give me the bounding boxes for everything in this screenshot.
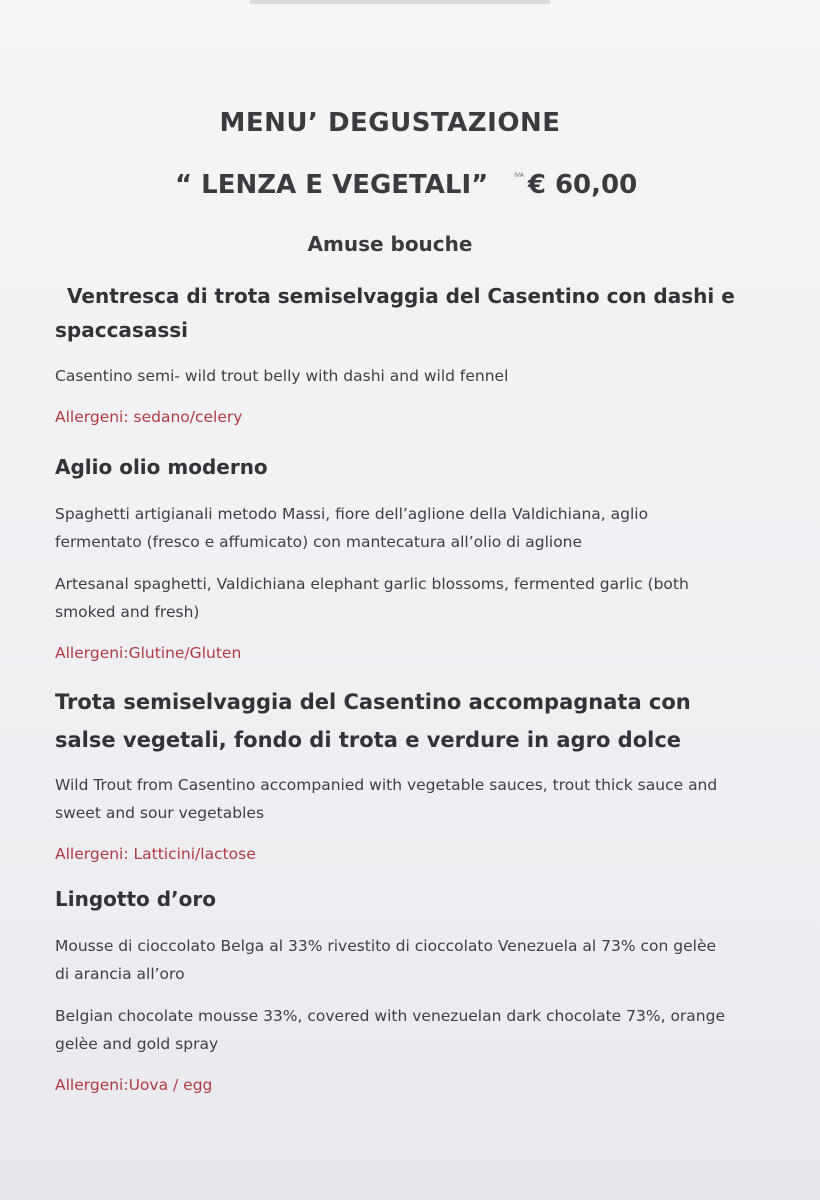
dish-4 — [55, 882, 735, 1096]
dish-title: Ventresca di trota semiselvaggia del Casentino con dashi e spaccasassi — [55, 284, 735, 342]
dish-2 — [55, 450, 735, 664]
dish-allergens: Allergeni: Latticini/lactose — [55, 845, 256, 863]
dish-description-it: Spaghetti artigianali metodo Massi, fiore dell’aglione della Valdichiana, aglio fermentato (fresco e affumicato) con mantecatura all’olio di aglione — [55, 505, 649, 551]
dish-title: Trota semiselvaggia del Casentino accompagnata con salse vegetali, fondo di trota e verdure in agro dolce — [55, 690, 691, 752]
page-edge-shadow — [250, 0, 550, 4]
menu-name: “ LENZA E VEGETALI” — [175, 170, 489, 200]
dish-allergens: Allergeni:Glutine/Gluten — [55, 644, 242, 662]
dish-3 — [55, 683, 735, 865]
dish-1 — [55, 279, 735, 428]
dish-description-en: Wild Trout from Casentino accompanied with vegetable sauces, trout thick sauce and sweet and sour vegetables — [55, 776, 718, 822]
vat-note: IVA — [514, 172, 524, 179]
dish-title: Lingotto d’oro — [55, 887, 216, 911]
menu-title: MENU’ DEGUSTAZIONE — [219, 108, 561, 138]
dish-description-en: Casentino semi- wild trout belly with dashi and wild fennel — [55, 367, 509, 385]
dish-description-it: Mousse di cioccolato Belga al 33% rivestito di cioccolato Venezuela al 73% con gelèe di arancia all’oro — [55, 937, 717, 983]
dish-title: Aglio olio moderno — [55, 455, 268, 479]
menu-subtitle-row — [175, 170, 637, 200]
dish-description-en: Belgian chocolate mousse 33%, covered with venezuelan dark chocolate 73%, orange gelèe and gold spray — [55, 1007, 726, 1053]
menu-price: € 60,00 — [527, 170, 638, 200]
amuse-bouche-heading: Amuse bouche — [307, 232, 473, 256]
dish-allergens: Allergeni:Uova / egg — [55, 1076, 213, 1094]
dish-description-en: Artesanal spaghetti, Valdichiana elephant garlic blossoms, fermented garlic (both smoked and fresh) — [55, 575, 689, 621]
dish-allergens: Allergeni: sedano/celery — [55, 408, 243, 426]
